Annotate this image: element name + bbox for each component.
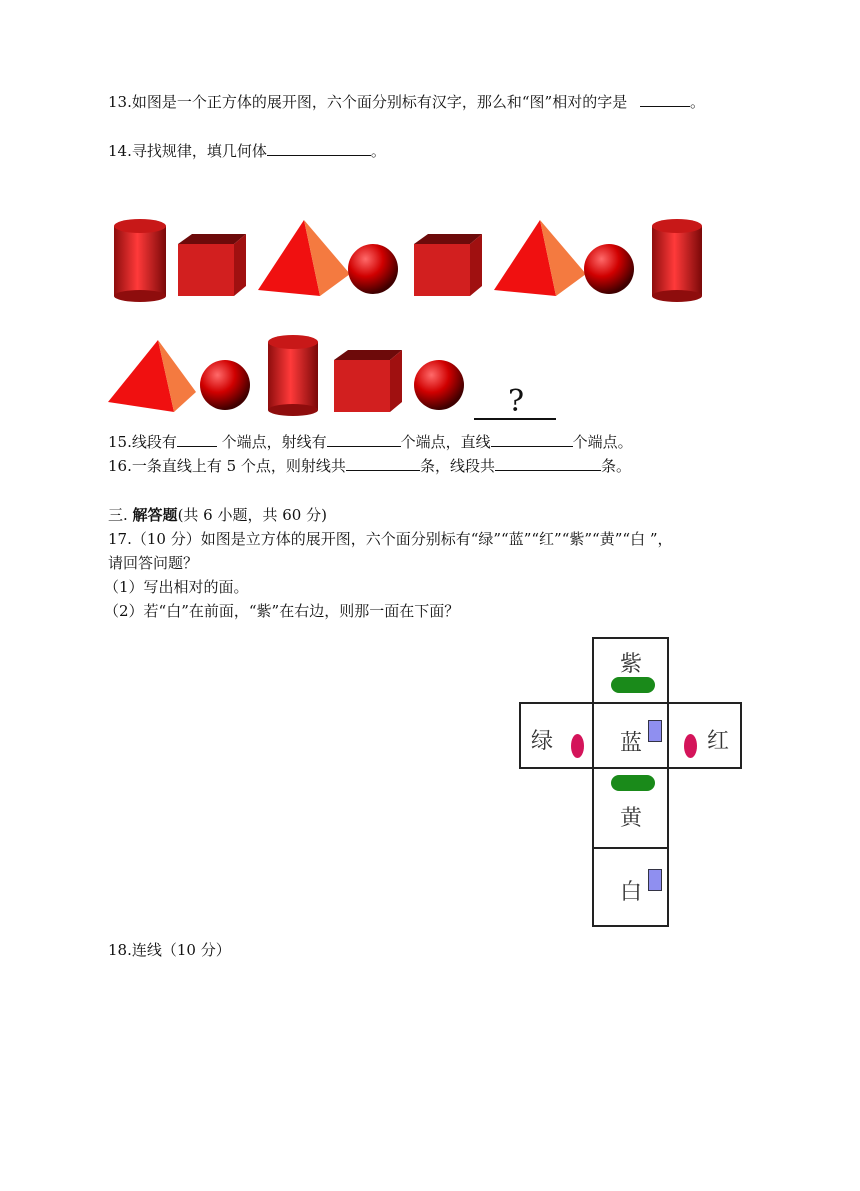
cylinder-icon [268, 335, 318, 416]
question-13 [108, 92, 705, 112]
face-label: 红 [707, 729, 730, 754]
question-16-text: 16.一条直线上有 5 个点，则射线共 [108, 457, 346, 475]
question-17-part-2: （2）若“白”在前面，“紫”在右边，则那一面在下面？ [104, 602, 460, 620]
answer-blank[interactable] [267, 141, 371, 156]
question-16-text: 条。 [600, 457, 631, 475]
pink-oval-icon [571, 734, 584, 758]
green-oval-icon [611, 677, 655, 693]
question-16-text: 条，线段共 [419, 457, 495, 475]
net-face-bottom [592, 847, 669, 927]
net-face-center [592, 702, 669, 769]
shape-pattern-row-1 [108, 214, 708, 304]
question-18: 18.连线（10 分） [108, 941, 231, 959]
sphere-icon [348, 244, 398, 294]
question-17-part-1: （1）写出相对的面。 [104, 578, 249, 596]
cube-icon [414, 234, 482, 296]
question-14-end: 。 [370, 142, 386, 160]
face-label: 绿 [531, 729, 554, 754]
face-label: 白 [620, 880, 643, 905]
question-15-text: 个端点，直线 [400, 433, 491, 451]
cylinder-icon [114, 219, 166, 302]
question-16 [108, 456, 631, 476]
face-label: 黄 [620, 806, 643, 831]
answer-blank[interactable] [327, 432, 401, 447]
net-face-top [592, 637, 669, 704]
pyramid-icon [494, 220, 586, 296]
answer-underline[interactable] [474, 418, 556, 420]
section-number: 三. [108, 506, 133, 524]
net-face-right [667, 702, 742, 769]
answer-blank[interactable] [495, 456, 601, 471]
sphere-icon [584, 244, 634, 294]
question-13-end: 。 [689, 93, 705, 111]
sphere-icon [414, 360, 464, 410]
pyramid-icon [258, 220, 350, 296]
shape-pattern-row-2 [108, 332, 478, 418]
question-15-text: 个端点，射线有 [221, 433, 327, 451]
answer-blank[interactable] [640, 92, 690, 107]
question-17-line-2: 请回答问题？ [108, 554, 199, 572]
cube-icon [334, 350, 402, 412]
blue-rect-icon [648, 720, 662, 742]
face-label: 蓝 [620, 731, 643, 756]
face-label: 紫 [620, 652, 643, 677]
section-title: 解答题 [132, 506, 178, 524]
section-score: (共 6 小题，共 60 分) [177, 506, 327, 524]
question-15 [108, 432, 633, 452]
section-3-heading [108, 505, 327, 525]
question-15-text: 个端点。 [572, 433, 633, 451]
question-15-text: 15.线段有 [108, 433, 177, 451]
answer-blank[interactable] [346, 456, 420, 471]
net-face-left [519, 702, 594, 769]
question-13-text: 13.如图是一个正方体的展开图，六个面分别标有汉字，那么和“图”相对的字是 [108, 93, 628, 111]
pink-oval-icon [684, 734, 697, 758]
question-14-text: 14.寻找规律，填几何体 [108, 142, 267, 160]
green-oval-icon [611, 775, 655, 791]
question-17-line-1: 17.（10 分）如图是立方体的展开图，六个面分别标有“绿”“蓝”“红”“紫”“黄”“白 ”， [108, 530, 673, 548]
answer-blank[interactable] [491, 432, 573, 447]
sphere-icon [200, 360, 250, 410]
pyramid-icon [108, 340, 196, 412]
question-mark: ? [508, 384, 525, 419]
blue-rect-icon [648, 869, 662, 891]
question-14 [108, 141, 386, 161]
answer-blank[interactable] [177, 432, 217, 447]
net-face-below [592, 767, 669, 849]
cube-icon [178, 234, 246, 296]
cylinder-icon [652, 219, 702, 302]
